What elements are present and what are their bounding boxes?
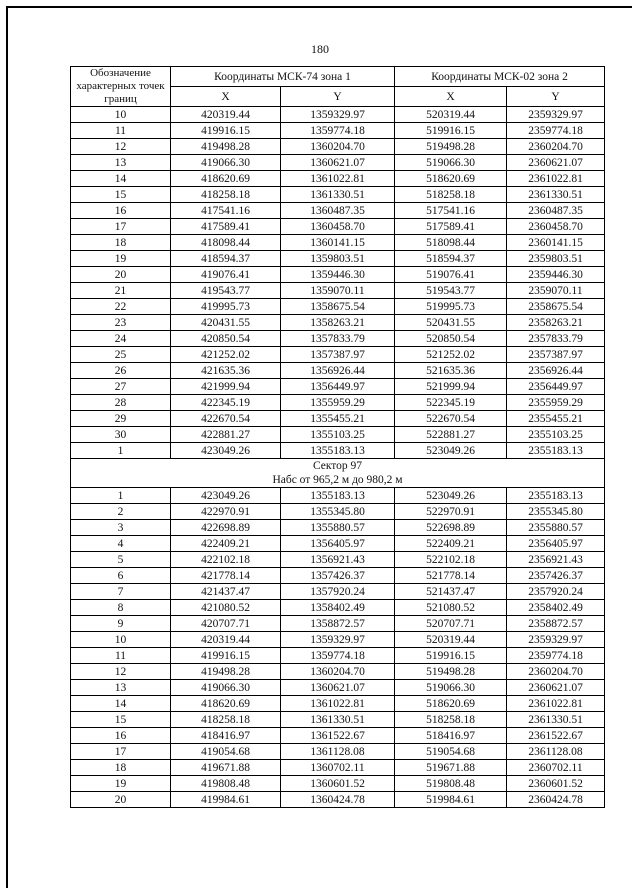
point-id-cell: 14	[71, 171, 171, 187]
msk74-x-cell: 422345.19	[171, 395, 281, 411]
msk74-x-cell: 418258.18	[171, 187, 281, 203]
msk74-x-cell: 422409.21	[171, 536, 281, 552]
msk02-x-cell: 522881.27	[395, 427, 507, 443]
point-id-cell: 15	[71, 187, 171, 203]
msk74-y-cell: 1357833.79	[281, 331, 395, 347]
msk02-x-cell: 521635.36	[395, 363, 507, 379]
msk74-x-cell: 420707.71	[171, 616, 281, 632]
point-id-cell: 11	[71, 648, 171, 664]
msk02-x-cell: 517541.16	[395, 203, 507, 219]
msk74-x-cell: 420850.54	[171, 331, 281, 347]
coordinates-table	[70, 66, 605, 808]
point-id-cell: 17	[71, 219, 171, 235]
msk74-y-cell: 1355103.25	[281, 427, 395, 443]
point-id-cell: 1	[71, 488, 171, 504]
table-row	[71, 107, 605, 123]
msk74-y-cell: 1357387.97	[281, 347, 395, 363]
msk02-y-cell: 2360621.07	[507, 680, 605, 696]
msk74-y-cell: 1360458.70	[281, 219, 395, 235]
msk02-y-cell: 2361022.81	[507, 696, 605, 712]
msk02-y-cell: 2360702.11	[507, 760, 605, 776]
table-row	[71, 776, 605, 792]
table-row	[71, 600, 605, 616]
point-id-cell: 19	[71, 251, 171, 267]
msk02-y-cell: 2356405.97	[507, 536, 605, 552]
msk74-y-cell: 1356921.43	[281, 552, 395, 568]
msk02-x-cell: 523049.26	[395, 443, 507, 459]
msk02-x-cell: 519543.77	[395, 283, 507, 299]
msk74-y-cell: 1358872.57	[281, 616, 395, 632]
msk02-x-cell: 517589.41	[395, 219, 507, 235]
point-id-cell: 21	[71, 283, 171, 299]
msk02-x-cell: 522409.21	[395, 536, 507, 552]
msk74-x-cell: 421080.52	[171, 600, 281, 616]
msk02-x-cell: 519076.41	[395, 267, 507, 283]
table-row	[71, 504, 605, 520]
msk74-x-cell: 420319.44	[171, 107, 281, 123]
msk02-x-cell: 519916.15	[395, 123, 507, 139]
table-row	[71, 363, 605, 379]
msk02-x-cell: 520707.71	[395, 616, 507, 632]
header-designation: Обозначение характерных точек границ	[71, 67, 171, 107]
msk74-x-cell: 417589.41	[171, 219, 281, 235]
point-id-cell: 9	[71, 616, 171, 632]
msk02-y-cell: 2359329.97	[507, 632, 605, 648]
msk74-x-cell: 419916.15	[171, 648, 281, 664]
msk02-x-cell: 520319.44	[395, 632, 507, 648]
msk02-y-cell: 2356449.97	[507, 379, 605, 395]
msk74-x-cell: 419054.68	[171, 744, 281, 760]
msk02-x-cell: 522102.18	[395, 552, 507, 568]
msk02-y-cell: 2359070.11	[507, 283, 605, 299]
table-row	[71, 283, 605, 299]
msk02-y-cell: 2356921.43	[507, 552, 605, 568]
table-row	[71, 488, 605, 504]
msk74-y-cell: 1358675.54	[281, 299, 395, 315]
msk02-y-cell: 2360424.78	[507, 792, 605, 808]
msk74-x-cell: 421252.02	[171, 347, 281, 363]
table-row	[71, 712, 605, 728]
table-row	[71, 267, 605, 283]
point-id-cell: 27	[71, 379, 171, 395]
msk74-x-cell: 418620.69	[171, 171, 281, 187]
msk02-y-cell: 2360204.70	[507, 139, 605, 155]
msk74-x-cell: 418594.37	[171, 251, 281, 267]
table-row	[71, 568, 605, 584]
point-id-cell: 13	[71, 155, 171, 171]
msk02-y-cell: 2359329.97	[507, 107, 605, 123]
msk74-y-cell: 1358402.49	[281, 600, 395, 616]
point-id-cell: 12	[71, 139, 171, 155]
msk74-x-cell: 418416.97	[171, 728, 281, 744]
msk02-x-cell: 520431.55	[395, 315, 507, 331]
msk74-x-cell: 418098.44	[171, 235, 281, 251]
msk02-x-cell: 518620.69	[395, 171, 507, 187]
table-row	[71, 203, 605, 219]
msk02-y-cell: 2355183.13	[507, 488, 605, 504]
table-row	[71, 760, 605, 776]
sector-caption	[71, 459, 605, 488]
msk02-y-cell: 2355959.29	[507, 395, 605, 411]
msk74-x-cell: 420319.44	[171, 632, 281, 648]
msk74-y-cell: 1359803.51	[281, 251, 395, 267]
msk02-y-cell: 2360204.70	[507, 664, 605, 680]
msk74-y-cell: 1360621.07	[281, 680, 395, 696]
sector-section	[71, 459, 605, 488]
msk02-x-cell: 519916.15	[395, 648, 507, 664]
msk02-x-cell: 519671.88	[395, 760, 507, 776]
msk74-x-cell: 422670.54	[171, 411, 281, 427]
msk74-x-cell: 422881.27	[171, 427, 281, 443]
table-row	[71, 696, 605, 712]
msk02-y-cell: 2360487.35	[507, 203, 605, 219]
msk74-y-cell: 1360424.78	[281, 792, 395, 808]
point-id-cell: 18	[71, 760, 171, 776]
point-id-cell: 30	[71, 427, 171, 443]
msk02-y-cell: 2355103.25	[507, 427, 605, 443]
msk02-x-cell: 522970.91	[395, 504, 507, 520]
point-id-cell: 16	[71, 203, 171, 219]
point-id-cell: 2	[71, 504, 171, 520]
msk74-y-cell: 1361330.51	[281, 712, 395, 728]
msk74-y-cell: 1360702.11	[281, 760, 395, 776]
table-row	[71, 171, 605, 187]
msk02-x-cell: 520850.54	[395, 331, 507, 347]
msk74-x-cell: 422698.89	[171, 520, 281, 536]
table-row	[71, 632, 605, 648]
msk02-y-cell: 2361022.81	[507, 171, 605, 187]
table-body-bottom	[71, 488, 605, 808]
msk02-y-cell: 2358402.49	[507, 600, 605, 616]
point-id-cell: 23	[71, 315, 171, 331]
msk02-y-cell: 2361330.51	[507, 187, 605, 203]
msk02-x-cell: 519808.48	[395, 776, 507, 792]
msk74-x-cell: 419916.15	[171, 123, 281, 139]
msk02-y-cell: 2358872.57	[507, 616, 605, 632]
msk02-x-cell: 518258.18	[395, 187, 507, 203]
msk02-x-cell: 518258.18	[395, 712, 507, 728]
msk02-y-cell: 2360458.70	[507, 219, 605, 235]
msk02-y-cell: 2355183.13	[507, 443, 605, 459]
point-id-cell: 8	[71, 600, 171, 616]
msk02-y-cell: 2355880.57	[507, 520, 605, 536]
msk02-y-cell: 2361522.67	[507, 728, 605, 744]
point-id-cell: 20	[71, 792, 171, 808]
point-id-cell: 3	[71, 520, 171, 536]
table-row	[71, 315, 605, 331]
msk74-x-cell: 423049.26	[171, 488, 281, 504]
msk02-y-cell: 2356926.44	[507, 363, 605, 379]
msk02-y-cell: 2357387.97	[507, 347, 605, 363]
table-row	[71, 792, 605, 808]
msk02-y-cell: 2359774.18	[507, 648, 605, 664]
msk74-y-cell: 1356926.44	[281, 363, 395, 379]
table-row	[71, 584, 605, 600]
msk74-x-cell: 421437.47	[171, 584, 281, 600]
table-row	[71, 123, 605, 139]
msk74-x-cell: 419543.77	[171, 283, 281, 299]
msk02-y-cell: 2360621.07	[507, 155, 605, 171]
msk02-x-cell: 522345.19	[395, 395, 507, 411]
sector-title: Сектор 97	[312, 460, 363, 472]
msk74-y-cell: 1355183.13	[281, 443, 395, 459]
point-id-cell: 28	[71, 395, 171, 411]
msk02-y-cell: 2361330.51	[507, 712, 605, 728]
table-row	[71, 427, 605, 443]
table-row	[71, 347, 605, 363]
msk02-x-cell: 521252.02	[395, 347, 507, 363]
msk74-y-cell: 1359070.11	[281, 283, 395, 299]
table-row	[71, 251, 605, 267]
msk74-x-cell: 421999.94	[171, 379, 281, 395]
header-msk74: Координаты МСК-74 зона 1	[171, 67, 395, 87]
msk74-x-cell: 420431.55	[171, 315, 281, 331]
table-row	[71, 443, 605, 459]
msk02-y-cell: 2357920.24	[507, 584, 605, 600]
msk02-x-cell: 518594.37	[395, 251, 507, 267]
msk02-x-cell: 519054.68	[395, 744, 507, 760]
msk02-x-cell: 519066.30	[395, 155, 507, 171]
msk74-x-cell: 422970.91	[171, 504, 281, 520]
point-id-cell: 14	[71, 696, 171, 712]
point-id-cell: 10	[71, 107, 171, 123]
msk02-y-cell: 2358263.21	[507, 315, 605, 331]
msk74-y-cell: 1357920.24	[281, 584, 395, 600]
page-number: 180	[311, 42, 329, 56]
header-msk02-x: X	[395, 87, 507, 107]
msk74-y-cell: 1360487.35	[281, 203, 395, 219]
table-row	[71, 680, 605, 696]
msk74-x-cell: 421635.36	[171, 363, 281, 379]
msk02-y-cell: 2357426.37	[507, 568, 605, 584]
msk74-x-cell: 419671.88	[171, 760, 281, 776]
msk02-x-cell: 521999.94	[395, 379, 507, 395]
table-row	[71, 744, 605, 760]
msk74-x-cell: 419076.41	[171, 267, 281, 283]
msk74-y-cell: 1360601.52	[281, 776, 395, 792]
table-row	[71, 219, 605, 235]
msk02-x-cell: 519498.28	[395, 139, 507, 155]
table-body-top	[71, 107, 605, 459]
header-msk74-x: X	[171, 87, 281, 107]
msk74-y-cell: 1360621.07	[281, 155, 395, 171]
msk02-x-cell: 519498.28	[395, 664, 507, 680]
table-row	[71, 552, 605, 568]
msk02-y-cell: 2355455.21	[507, 411, 605, 427]
header-msk74-y: Y	[281, 87, 395, 107]
table-row	[71, 379, 605, 395]
table-row	[71, 536, 605, 552]
msk74-y-cell: 1355959.29	[281, 395, 395, 411]
point-id-cell: 1	[71, 443, 171, 459]
msk74-y-cell: 1360204.70	[281, 664, 395, 680]
msk74-x-cell: 421778.14	[171, 568, 281, 584]
msk74-x-cell: 419066.30	[171, 155, 281, 171]
point-id-cell: 13	[71, 680, 171, 696]
table-row	[71, 411, 605, 427]
table-row	[71, 616, 605, 632]
msk74-x-cell: 423049.26	[171, 443, 281, 459]
msk02-y-cell: 2360141.15	[507, 235, 605, 251]
msk02-y-cell: 2359803.51	[507, 251, 605, 267]
msk74-y-cell: 1355345.80	[281, 504, 395, 520]
msk02-x-cell: 519066.30	[395, 680, 507, 696]
msk02-y-cell: 2355345.80	[507, 504, 605, 520]
table-row	[71, 728, 605, 744]
msk74-y-cell: 1356449.97	[281, 379, 395, 395]
msk02-x-cell: 523049.26	[395, 488, 507, 504]
point-id-cell: 4	[71, 536, 171, 552]
point-id-cell: 6	[71, 568, 171, 584]
msk74-x-cell: 419984.61	[171, 792, 281, 808]
point-id-cell: 12	[71, 664, 171, 680]
msk02-y-cell: 2361128.08	[507, 744, 605, 760]
point-id-cell: 20	[71, 267, 171, 283]
msk74-x-cell: 419995.73	[171, 299, 281, 315]
msk02-y-cell: 2359774.18	[507, 123, 605, 139]
table-row	[71, 331, 605, 347]
point-id-cell: 18	[71, 235, 171, 251]
msk74-x-cell: 419498.28	[171, 664, 281, 680]
table-row	[71, 139, 605, 155]
msk02-x-cell: 519984.61	[395, 792, 507, 808]
msk74-x-cell: 418258.18	[171, 712, 281, 728]
msk74-y-cell: 1359774.18	[281, 123, 395, 139]
msk02-x-cell: 519995.73	[395, 299, 507, 315]
msk02-x-cell: 521080.52	[395, 600, 507, 616]
msk74-y-cell: 1360141.15	[281, 235, 395, 251]
point-id-cell: 5	[71, 552, 171, 568]
msk74-y-cell: 1360204.70	[281, 139, 395, 155]
msk74-y-cell: 1361022.81	[281, 171, 395, 187]
table-row	[71, 235, 605, 251]
msk02-x-cell: 521437.47	[395, 584, 507, 600]
point-id-cell: 15	[71, 712, 171, 728]
msk74-y-cell: 1359446.30	[281, 267, 395, 283]
point-id-cell: 19	[71, 776, 171, 792]
table-row	[71, 664, 605, 680]
table-row	[71, 520, 605, 536]
msk74-x-cell: 419066.30	[171, 680, 281, 696]
msk02-x-cell: 520319.44	[395, 107, 507, 123]
msk02-x-cell: 522670.54	[395, 411, 507, 427]
header-msk02-y: Y	[507, 87, 605, 107]
msk74-y-cell: 1359329.97	[281, 632, 395, 648]
msk74-y-cell: 1356405.97	[281, 536, 395, 552]
point-id-cell: 24	[71, 331, 171, 347]
sector-row	[71, 459, 605, 488]
msk02-x-cell: 518098.44	[395, 235, 507, 251]
table-row	[71, 648, 605, 664]
table-row	[71, 299, 605, 315]
msk74-y-cell: 1361522.67	[281, 728, 395, 744]
msk74-x-cell: 419498.28	[171, 139, 281, 155]
msk74-y-cell: 1355880.57	[281, 520, 395, 536]
point-id-cell: 25	[71, 347, 171, 363]
msk02-x-cell: 522698.89	[395, 520, 507, 536]
msk02-x-cell: 521778.14	[395, 568, 507, 584]
msk74-y-cell: 1355183.13	[281, 488, 395, 504]
msk02-y-cell: 2359446.30	[507, 267, 605, 283]
msk74-y-cell: 1359329.97	[281, 107, 395, 123]
msk74-x-cell: 418620.69	[171, 696, 281, 712]
table-row	[71, 187, 605, 203]
msk74-y-cell: 1355455.21	[281, 411, 395, 427]
point-id-cell: 11	[71, 123, 171, 139]
point-id-cell: 29	[71, 411, 171, 427]
msk74-x-cell: 417541.16	[171, 203, 281, 219]
msk74-y-cell: 1358263.21	[281, 315, 395, 331]
header-msk02: Координаты МСК-02 зона 2	[395, 67, 605, 87]
msk74-y-cell: 1361128.08	[281, 744, 395, 760]
table-row	[71, 155, 605, 171]
msk02-x-cell: 518620.69	[395, 696, 507, 712]
msk02-y-cell: 2360601.52	[507, 776, 605, 792]
point-id-cell: 10	[71, 632, 171, 648]
msk74-x-cell: 422102.18	[171, 552, 281, 568]
msk74-y-cell: 1361330.51	[281, 187, 395, 203]
point-id-cell: 26	[71, 363, 171, 379]
point-id-cell: 7	[71, 584, 171, 600]
point-id-cell: 17	[71, 744, 171, 760]
table-row	[71, 395, 605, 411]
msk02-x-cell: 518416.97	[395, 728, 507, 744]
msk74-y-cell: 1359774.18	[281, 648, 395, 664]
msk02-y-cell: 2357833.79	[507, 331, 605, 347]
point-id-cell: 16	[71, 728, 171, 744]
msk74-x-cell: 419808.48	[171, 776, 281, 792]
sector-height: Набс от 965,2 м до 980,2 м	[272, 474, 403, 486]
msk74-y-cell: 1361022.81	[281, 696, 395, 712]
msk02-y-cell: 2358675.54	[507, 299, 605, 315]
point-id-cell: 22	[71, 299, 171, 315]
msk74-y-cell: 1357426.37	[281, 568, 395, 584]
